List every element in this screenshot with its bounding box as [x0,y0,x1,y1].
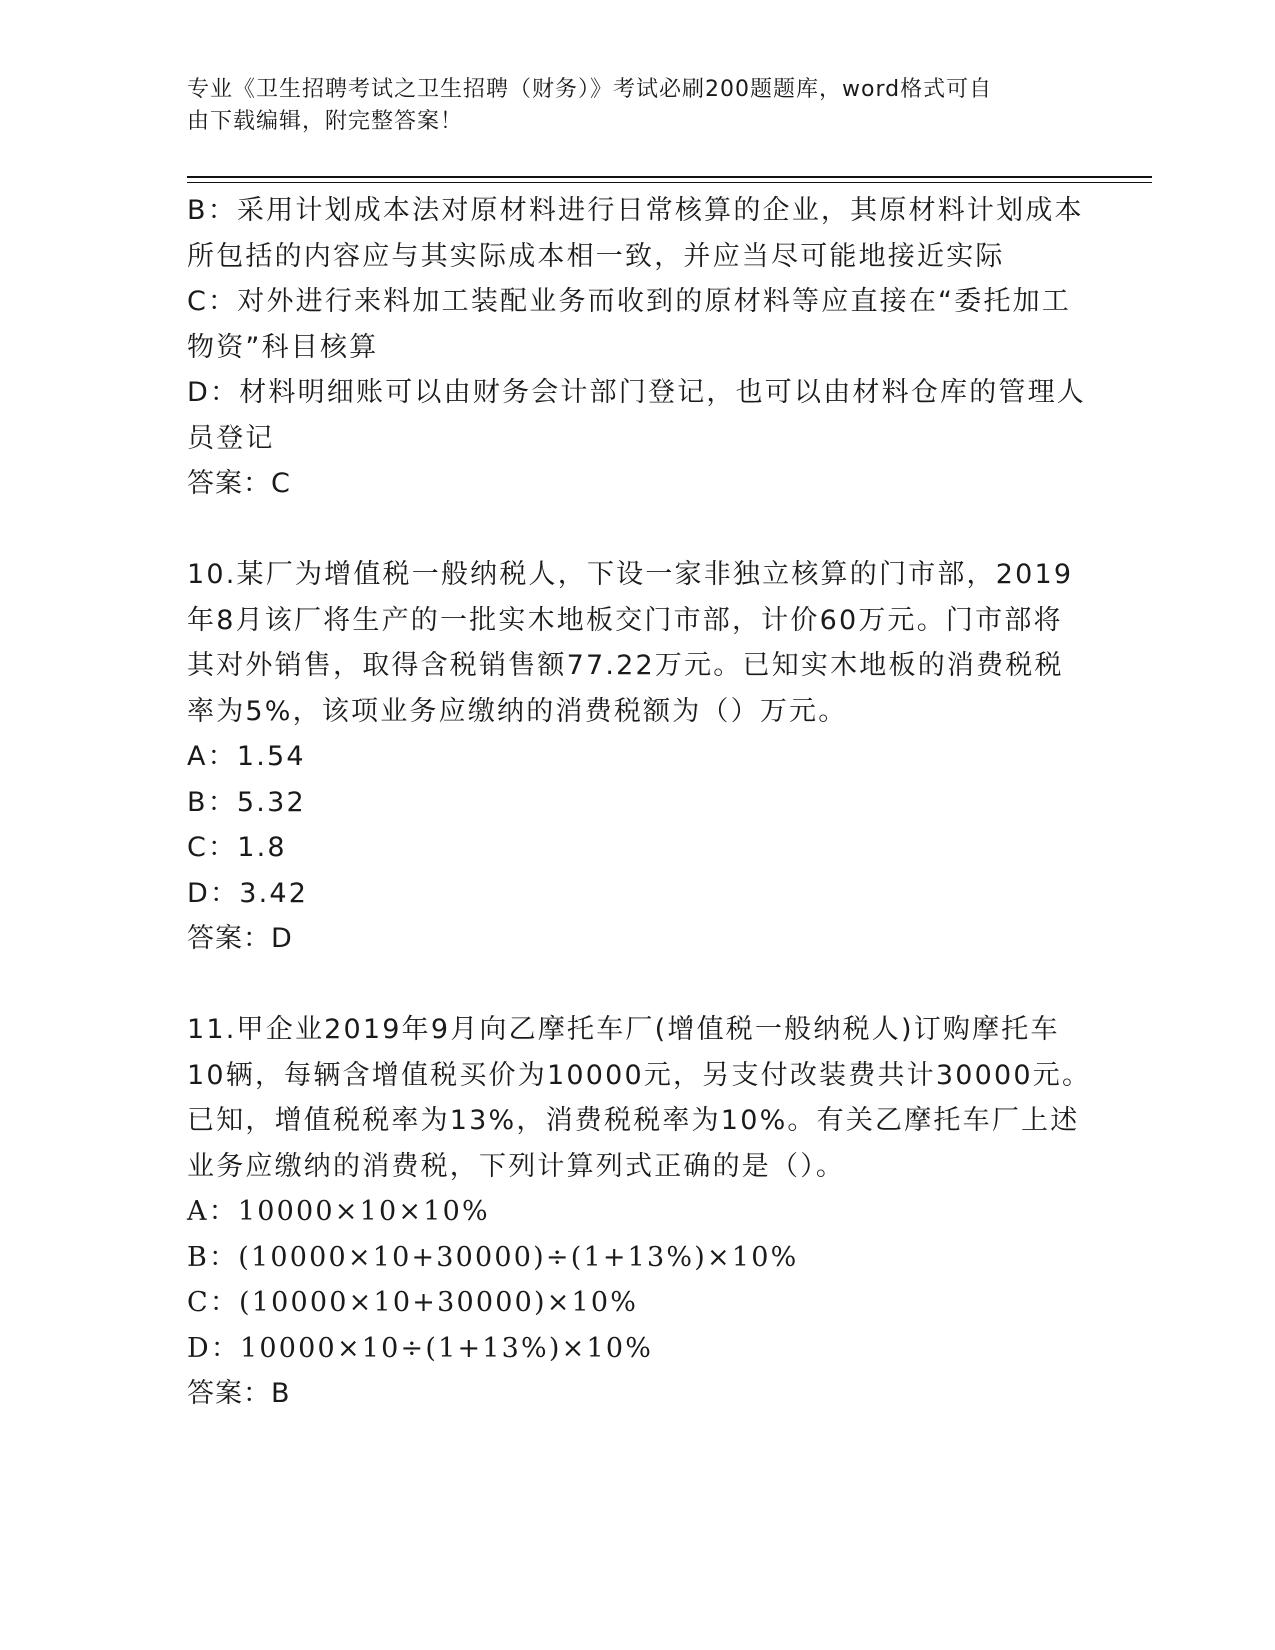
q10-option-a: A：1.54 [187,741,306,772]
q9-option-b-line-2: 所包括的内容应与其实际成本相一致，并应当尽可能地接近实际 [187,240,1005,272]
q11-option-d: D：10000×10÷(1+13%)×10% [187,1332,654,1364]
q11-stem-line-2: 10辆，每辆含增值税买价为10000元，另支付改装费共计30000元。 [187,1059,1092,1091]
header-line-1: 专业《卫生招聘考试之卫生招聘（财务）》考试必刷200题题库，word格式可自 [187,77,993,102]
question-content [187,188,1092,1417]
q11-option-c: C：(10000×10+30000)×10% [187,1287,639,1318]
q9-option-c-line-2: 物资”科目核算 [187,331,379,363]
q11-stem-line-3: 已知，增值税税率为13%，消费税税率为10%。有关乙摩托车厂上述 [187,1105,1080,1136]
q9-option-d-line-1: D：材料明细账可以由财务会计部门登记，也可以由材料仓库的管理人 [187,377,1086,408]
header-line-2: 由下载编辑，附完整答案！ [187,109,464,134]
question-10 [187,552,1087,962]
q10-option-b: B：5.32 [187,786,306,818]
q10-option-c: C：1.8 [187,832,287,863]
q10-stem-line-2: 年8月该厂将生产的一批实木地板交门市部，计价60万元。门市部将 [187,604,1063,636]
q11-option-a: A：10000×10×10% [187,1196,490,1227]
question-11 [187,1007,1092,1417]
spacer [187,962,1087,1008]
q10-answer: 答案：D [187,923,293,954]
q10-option-d: D：3.42 [187,877,309,909]
q10-stem-line-4: 率为5%，该项业务应缴纳的消费税额为（）万元。 [187,695,848,727]
document-header [187,74,1067,138]
header-divider-thin [187,182,1152,183]
q11-answer: 答案：B [187,1378,291,1409]
q9-option-c-line-1: C：对外进行来料加工装配业务而收到的原材料等应直接在“委托加工 [187,286,1072,317]
q11-stem-line-1: 11.甲企业2019年9月向乙摩托车厂(增值税一般纳税人)订购摩托车 [187,1014,1060,1045]
q9-option-b-line-1: B：采用计划成本法对原材料进行日常核算的企业，其原材料计划成本 [187,195,1084,226]
question-9 [187,188,1087,507]
q10-stem-line-1: 10.某厂为增值税一般纳税人，下设一家非独立核算的门市部，2019 [187,559,1074,590]
spacer [187,507,1087,553]
q10-stem-line-3: 其对外销售，取得含税销售额77.22万元。已知实木地板的消费税税 [187,650,1064,681]
header-divider-thick [187,176,1152,178]
q9-option-d-line-2: 员登记 [187,422,275,454]
q11-stem-line-4: 业务应缴纳的消费税，下列计算列式正确的是（）。 [187,1150,846,1182]
q9-answer: 答案：C [187,468,291,499]
q11-option-b: B：(10000×10+30000)÷(1+13%)×10% [187,1241,799,1273]
